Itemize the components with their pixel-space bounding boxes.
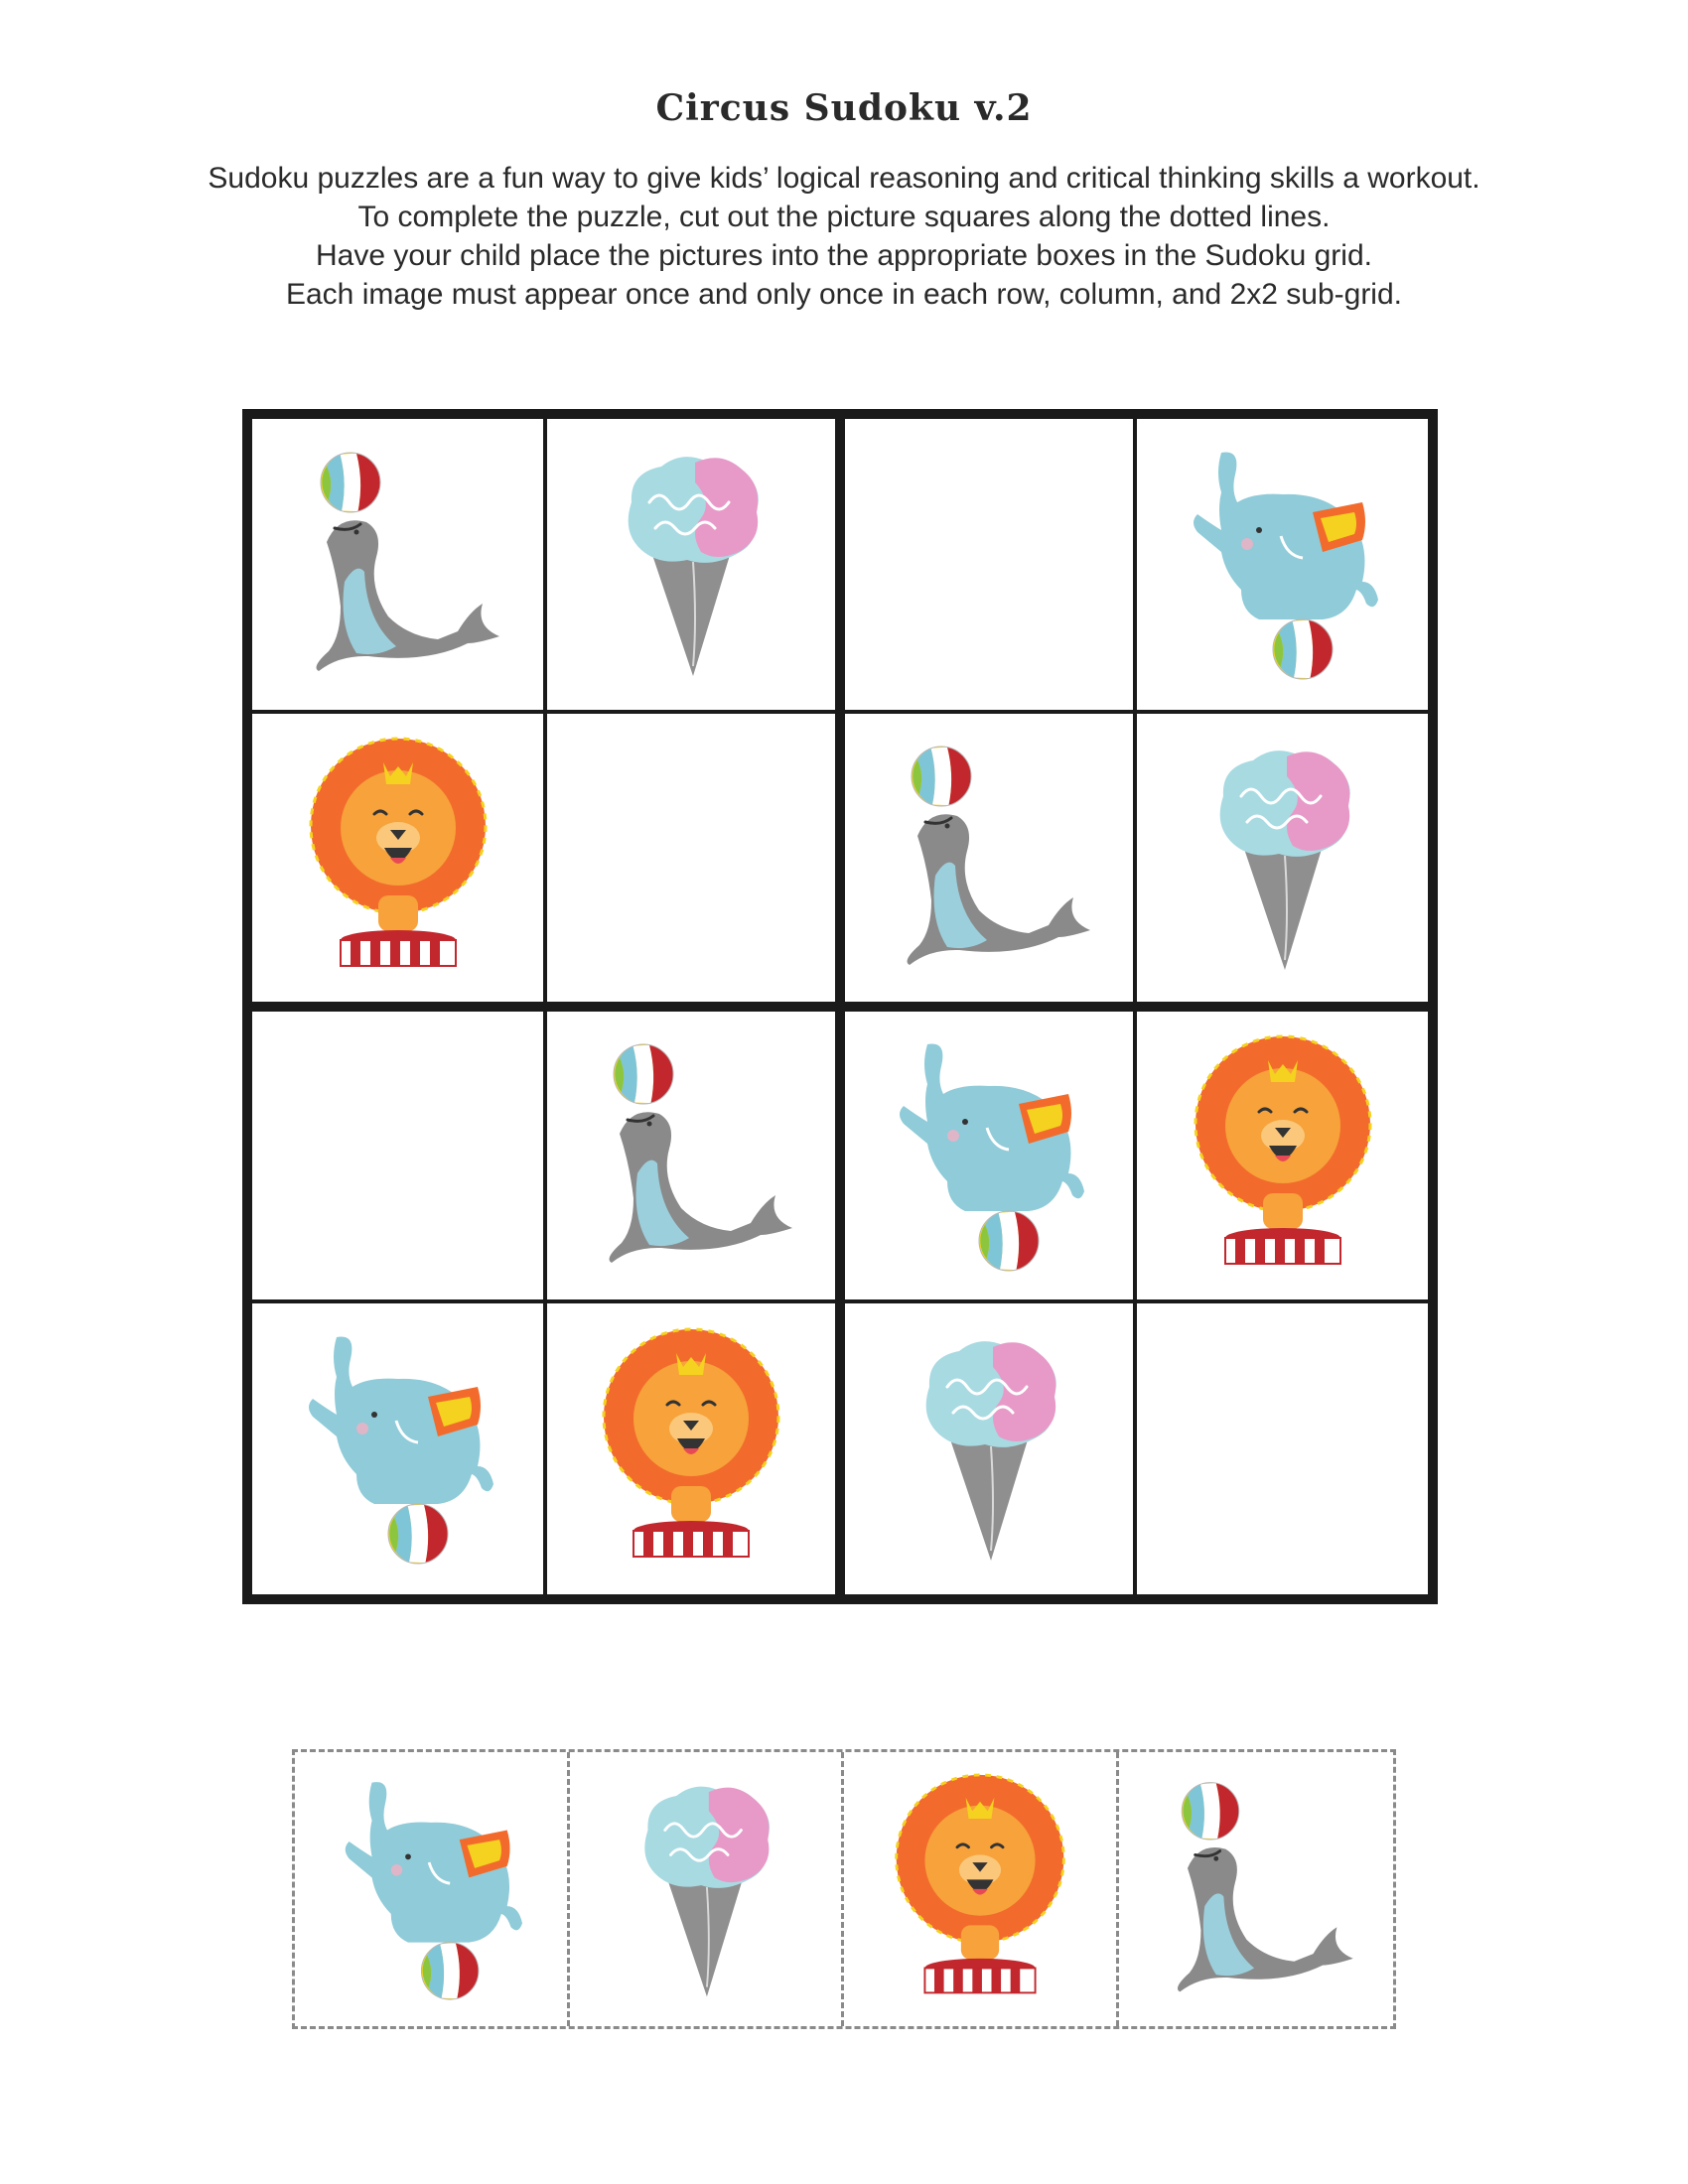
- cotton-candy-icon: [591, 1763, 819, 2016]
- sudoku-cell[interactable]: [840, 712, 1135, 1007]
- sudoku-cell[interactable]: [250, 1301, 545, 1596]
- cotton-candy-icon: [870, 1317, 1108, 1580]
- lion-icon: [279, 727, 517, 990]
- cutout-strip: [292, 1749, 1396, 2029]
- lion-icon: [572, 1317, 810, 1580]
- page-title: Circus Sudoku v.2: [655, 87, 1033, 129]
- cotton-candy-icon: [1164, 727, 1402, 990]
- cutout-piece[interactable]: [844, 1752, 1119, 2026]
- lion-icon: [866, 1763, 1094, 2016]
- elephant-icon: [317, 1763, 545, 2016]
- sudoku-cell[interactable]: [1135, 1007, 1430, 1301]
- sudoku-cell[interactable]: [545, 712, 840, 1007]
- cotton-candy-icon: [572, 433, 810, 696]
- sudoku-cell[interactable]: [250, 417, 545, 712]
- sudoku-cell[interactable]: [840, 417, 1135, 712]
- sudoku-cell[interactable]: [545, 1301, 840, 1596]
- sudoku-cell[interactable]: [840, 1007, 1135, 1301]
- seal-icon: [1142, 1763, 1370, 2016]
- sudoku-grid: [242, 409, 1438, 1604]
- cutout-piece[interactable]: [295, 1752, 570, 2026]
- elephant-icon: [870, 1024, 1108, 1288]
- elephant-icon: [1164, 433, 1402, 696]
- cutout-piece[interactable]: [570, 1752, 845, 2026]
- sudoku-cell[interactable]: [1135, 1301, 1430, 1596]
- instructions: [99, 159, 1589, 314]
- sudoku-cell[interactable]: [1135, 712, 1430, 1007]
- sudoku-cell[interactable]: [840, 1301, 1135, 1596]
- sudoku-cell[interactable]: [545, 417, 840, 712]
- cutout-piece[interactable]: [1119, 1752, 1394, 2026]
- instruction-line: To complete the puzzle, cut out the picture squares along the dotted lines.: [357, 201, 1331, 233]
- sudoku-cell[interactable]: [250, 712, 545, 1007]
- instruction-line: Each image must appear once and only once in each row, column, and 2x2 sub-grid.: [285, 278, 1402, 311]
- seal-icon: [870, 727, 1108, 990]
- elephant-icon: [279, 1317, 517, 1580]
- sudoku-cell[interactable]: [545, 1007, 840, 1301]
- seal-icon: [572, 1024, 810, 1288]
- instruction-line: Have your child place the pictures into the appropriate boxes in the Sudoku grid.: [316, 239, 1372, 272]
- lion-icon: [1164, 1024, 1402, 1288]
- seal-icon: [279, 433, 517, 696]
- instruction-line: Sudoku puzzles are a fun way to give kids’ logical reasoning and critical thinking skills a workout.: [208, 162, 1480, 195]
- sudoku-cell[interactable]: [250, 1007, 545, 1301]
- sudoku-cell[interactable]: [1135, 417, 1430, 712]
